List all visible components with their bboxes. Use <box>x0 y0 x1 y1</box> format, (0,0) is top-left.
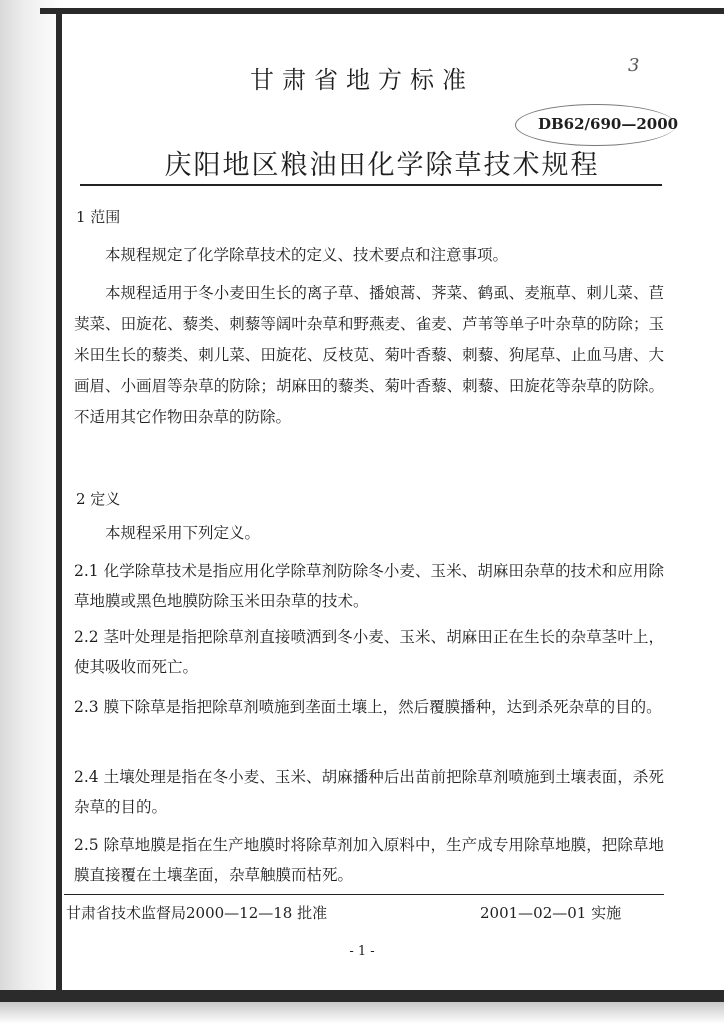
scope-paragraph-2: 本规程适用于冬小麦田生长的离子草、播娘蒿、荠菜、鹤虱、麦瓶草、刺儿菜、苣荬菜、田旋花、藜类、刺藜等阔叶杂草和野燕麦、雀麦、芦苇等单子叶杂草的防除；玉米田生长的藜类、刺儿菜、田旋花、反枝苋、菊叶香藜、刺藜、狗尾草、止血马唐、大画眉、小画眉等杂草的防除；胡麻田的藜类、菊叶香藜、刺藜、田旋花等杂草的防除。不适用其它作物田杂草的防除。 <box>74 284 664 426</box>
definition-2-5: 2.5 除草地膜是指在生产地膜时将除草剂加入原料中，生产成专用除草地膜，把除草地膜直接覆在土壤垄面，杂草触膜而枯死。 <box>74 836 664 884</box>
definition-2-3: 2.3 膜下除草是指把除草剂喷施到垄面土壤上，然后覆膜播种，达到杀死杂草的目的。 <box>74 698 662 716</box>
definition-2-1: 2.1 化学除草技术是指应用化学除草剂防除冬小麦、玉米、胡麻田杂草的技术和应用除草地膜或黑色地膜防除玉米田杂草的技术。 <box>74 562 664 610</box>
section-heading-scope: 1 范围 <box>76 208 121 226</box>
title-rule <box>80 184 662 186</box>
scan-shadow-bottom <box>0 1002 724 1024</box>
scan-edge-top <box>40 8 724 14</box>
implementation-date: 2001—02—01 实施 <box>480 904 622 922</box>
footer-rule <box>64 894 664 895</box>
scan-edge-bottom <box>0 990 724 1002</box>
definitions-intro: 本规程采用下列定义。 <box>105 524 261 542</box>
definition-2-2: 2.2 茎叶处理是指把除草剂直接喷洒到冬小麦、玉米、胡麻田正在生长的杂草茎叶上，使其吸收而死亡。 <box>74 628 664 676</box>
scope-paragraph-1: 本规程规定了化学除草技术的定义、技术要点和注意事项。 <box>105 246 509 264</box>
definition-2-4: 2.4 土壤处理是指在冬小麦、玉米、胡麻播种后出苗前把除草剂喷施到土壤表面，杀死杂草的目的。 <box>74 768 664 816</box>
standard-number-box <box>515 104 679 146</box>
handwritten-mark: 3 <box>628 55 640 76</box>
document-title: 庆阳地区粮油田化学除草技术规程 <box>164 150 600 181</box>
section-heading-definitions: 2 定义 <box>76 490 121 508</box>
standard-number: DB62/690—2000 <box>538 115 679 133</box>
approval-date: 甘肃省技术监督局2000—12—18 批准 <box>66 904 328 922</box>
page-folio: - 1 - <box>349 944 375 959</box>
issuer-title: 甘肃省地方标准 <box>250 66 474 94</box>
